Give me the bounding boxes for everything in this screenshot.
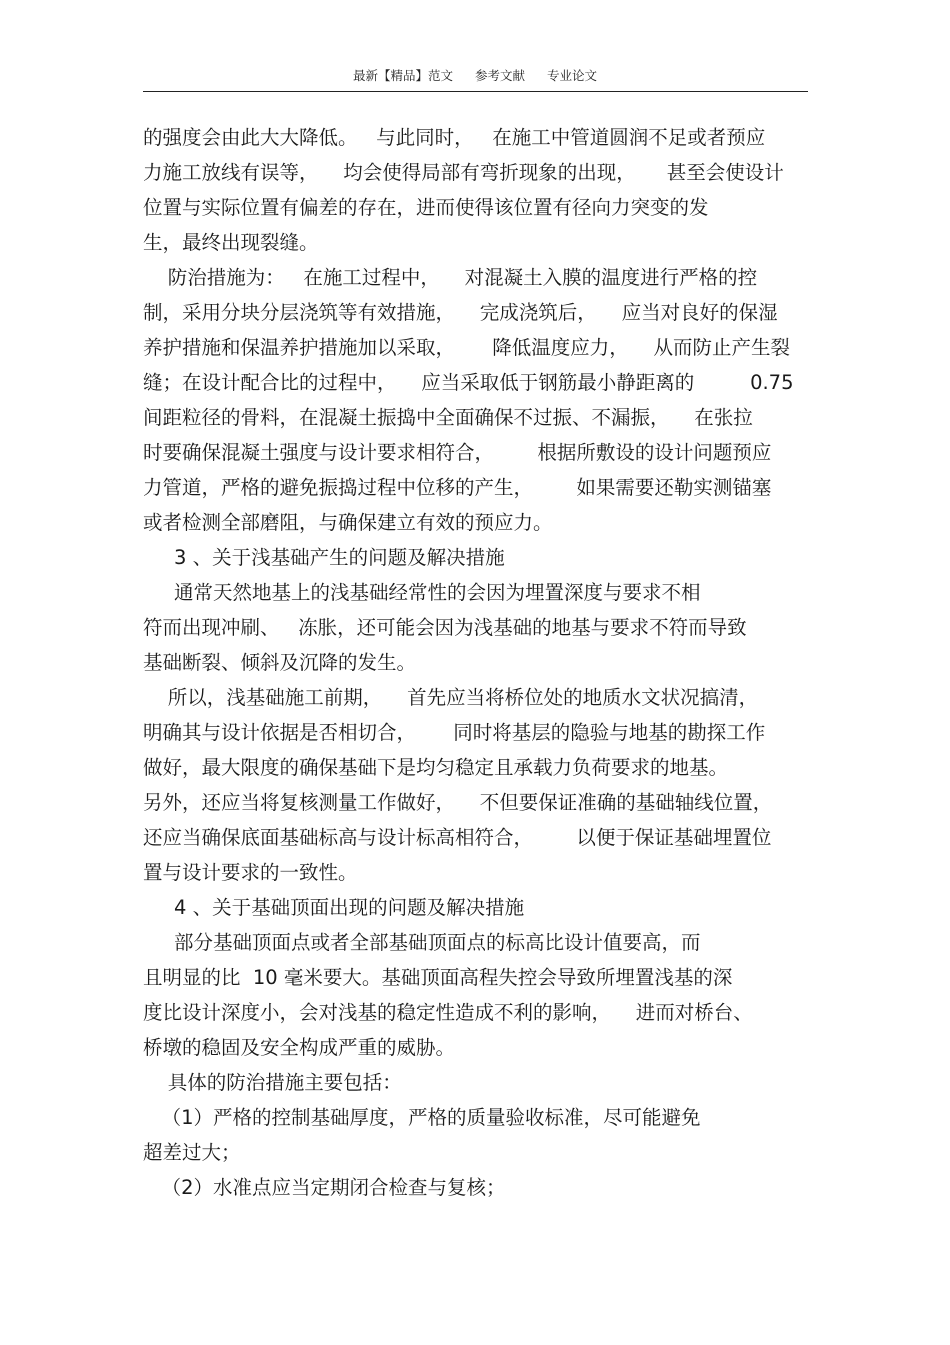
body-line: 通常天然地基上的浅基础经常性的会因为埋置深度与要求不相 [143,581,701,604]
body-line: 部分基础顶面点或者全部基础顶面点的标高比设计值要高，而 [143,931,701,954]
body-line: 基础断裂、倾斜及沉降的发生。 [143,651,417,674]
body-line: 桥墩的稳固及安全构成严重的威胁。 [143,1036,456,1059]
body-line: 力施工放线有误等， 均会使得局部有弯折现象的出现， 甚至会使设计 [143,161,784,184]
body-line: 做好，最大限度的确保基础下是均匀稳定且承载力负荷要求的地基。 [143,756,729,779]
body-line: 度比设计深度小，会对浅基的稳定性造成不利的影响， 进而对桥台、 [143,1001,753,1024]
body-line: 具体的防治措施主要包括： [143,1071,402,1094]
body-line: 位置与实际位置有偏差的存在，进而使得该位置有径向力突变的发 [143,196,709,219]
body-line: 时要确保混凝土强度与设计要求相符合， 根据所敷设的设计问题预应 [143,441,772,464]
body-line: 防治措施为： 在施工过程中， 对混凝土入膜的温度进行严格的控 [143,266,758,289]
body-line: 力管道，严格的避免振捣过程中位移的产生， 如果需要还勒实测锚塞 [143,476,772,499]
list-item-2: （2）水准点应当定期闭合检查与复核； [143,1176,506,1199]
section-heading-3: 3 、关于浅基础产生的问题及解决措施 [143,546,505,569]
body-line: 还应当确保底面基础标高与设计标高相符合， 以便于保证基础埋置位 [143,826,772,849]
body-line: 缝；在设计配合比的过程中， 应当采取低于钢筋最小静距离的 0.75 [143,371,794,394]
section-heading-4: 4 、关于基础顶面出现的问题及解决措施 [143,896,525,919]
body-line: 且明显的比 10 毫米要大。基础顶面高程失控会导致所埋置浅基的深 [143,966,733,989]
header-item-lunwen: 专业论文 [546,68,597,83]
body-line: 养护措施和保温养护措施加以采取， 降低温度应力， 从而防止产生裂 [143,336,790,359]
header-item-cankao: 参考文献 [474,68,525,83]
body-line: 的强度会由此大大降低。 与此同时， 在施工中管道圆润不足或者预应 [143,126,766,149]
header-rule [143,91,808,92]
body-line: 另外，还应当将复核测量工作做好， 不但要保证准确的基础轴线位置， [143,791,773,814]
body-line: 生，最终出现裂缝。 [143,231,319,254]
body-line: 或者检测全部磨阻，与确保建立有效的预应力。 [143,511,553,534]
page-header [0,66,950,84]
body-line: 超差过大； [143,1141,241,1164]
body-line: 制，采用分块分层浇筑等有效措施， 完成浇筑后， 应当对良好的保湿 [143,301,778,324]
body-line: 间距粒径的骨料，在混凝土振捣中全面确保不过振、不漏振， 在张拉 [143,406,753,429]
list-item-1: （1）严格的控制基础厚度，严格的质量验收标准，尽可能避免 [143,1106,701,1129]
body-line: 所以，浅基础施工前期， 首先应当将桥位处的地质水文状况搞清， [143,686,759,709]
body-line: 符而出现冲刷、 冻胀，还可能会因为浅基础的地基与要求不符而导致 [143,616,747,639]
header-item-fanwen: 最新【精品】范文 [352,68,453,83]
body-line: 置与设计要求的一致性。 [143,861,358,884]
body-line: 明确其与设计依据是否相切合， 同时将基层的隐验与地基的勘探工作 [143,721,766,744]
